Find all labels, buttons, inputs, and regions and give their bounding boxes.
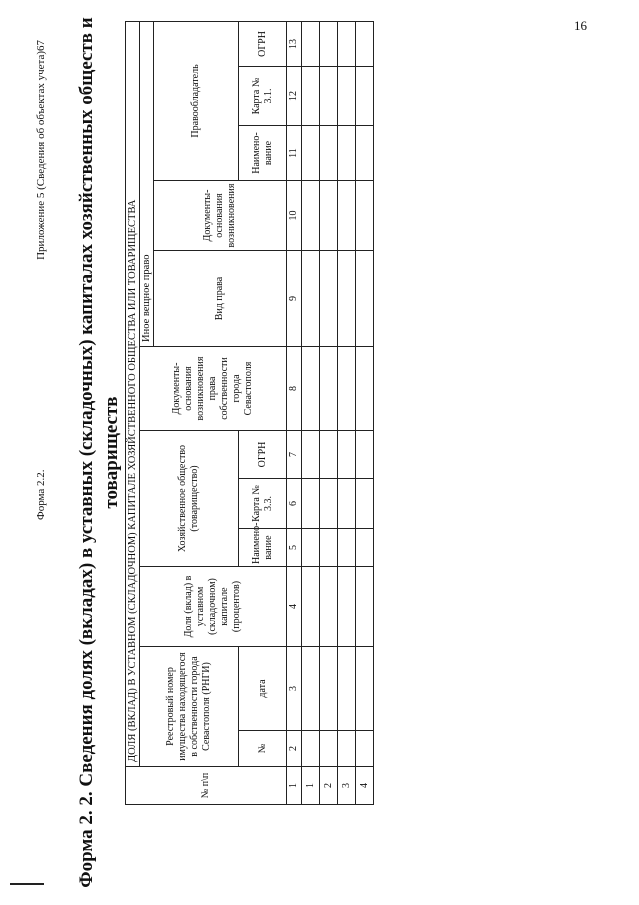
- col-number: 11: [287, 126, 302, 181]
- title-line-1: Форма 2. 2. Сведения долях (вкладах) в уставных (складочных) капиталах хозяйственных обществ и: [76, 17, 97, 888]
- table-cell[interactable]: [320, 647, 338, 731]
- table-cell[interactable]: [356, 126, 374, 181]
- row-number: 2: [320, 767, 338, 805]
- row-number: 3: [338, 767, 356, 805]
- table-cell[interactable]: [320, 567, 338, 647]
- table-cell[interactable]: [320, 431, 338, 479]
- table-cell[interactable]: [338, 347, 356, 431]
- table-cell[interactable]: [302, 181, 320, 251]
- table-cell[interactable]: [302, 347, 320, 431]
- table-cell[interactable]: [320, 67, 338, 126]
- table-cell[interactable]: [320, 126, 338, 181]
- table-cell[interactable]: [338, 529, 356, 567]
- table-cell[interactable]: [338, 21, 356, 66]
- table-cell[interactable]: [320, 529, 338, 567]
- form-label: Форма 2.2.: [35, 469, 47, 520]
- table-cell[interactable]: [302, 126, 320, 181]
- holder-name-header: Наимено-вание: [239, 126, 287, 181]
- col-number: 9: [287, 251, 302, 347]
- table-cell[interactable]: [302, 251, 320, 347]
- right-docs-header: Документы-основания возникновения: [154, 181, 287, 251]
- page-title: [74, 0, 124, 905]
- table-cell[interactable]: [320, 21, 338, 66]
- table-cell[interactable]: [356, 567, 374, 647]
- col-number: 7: [287, 431, 302, 479]
- table-cell[interactable]: [338, 647, 356, 731]
- basis-docs-header: Документы-основания возникновения права собственности города Севастополя: [140, 347, 287, 431]
- col-number: 6: [287, 479, 302, 529]
- holder-ogrn-header: ОГРН: [239, 21, 287, 66]
- table-cell[interactable]: [320, 347, 338, 431]
- table-cell[interactable]: [356, 67, 374, 126]
- company-ogrn-header: ОГРН: [239, 431, 287, 479]
- registry-date-header: дата: [239, 647, 287, 731]
- table-cell[interactable]: [302, 529, 320, 567]
- table-cell[interactable]: [338, 567, 356, 647]
- table-cell[interactable]: [302, 431, 320, 479]
- table-cell[interactable]: [356, 251, 374, 347]
- table-row: [356, 21, 374, 804]
- table-cell[interactable]: [356, 21, 374, 66]
- shares-table: [125, 21, 374, 805]
- table-cell[interactable]: [356, 731, 374, 767]
- table-cell[interactable]: [302, 567, 320, 647]
- band-top: ДОЛЯ (ВКЛАД) В УСТАВНОМ (СКЛАДОЧНОМ) КАПИТАЛЕ ХОЗЯЙСТВЕННОГО ОБЩЕСТВА ИЛИ ТОВАРИЩЕСТВА: [126, 21, 140, 766]
- table-cell[interactable]: [302, 647, 320, 731]
- table-row: [320, 21, 338, 804]
- registry-no-header: №: [239, 731, 287, 767]
- company-header: Хозяйственное общество (товарищество): [140, 431, 239, 567]
- table-cell[interactable]: [338, 479, 356, 529]
- share-header: Доля (вклад) в уставном (складочном) капитале (процентов): [140, 567, 287, 647]
- col-number: 3: [287, 647, 302, 731]
- col-number: 12: [287, 67, 302, 126]
- table-cell[interactable]: [338, 731, 356, 767]
- table-cell[interactable]: [320, 479, 338, 529]
- row-number: 1: [302, 767, 320, 805]
- col-npp-header: № п\п: [126, 767, 287, 805]
- table-cell[interactable]: [356, 479, 374, 529]
- table-cell[interactable]: [320, 181, 338, 251]
- appendix-label: Приложение 5 (Сведения об объектах учета)67: [35, 40, 47, 260]
- table-cell[interactable]: [356, 181, 374, 251]
- table-cell[interactable]: [356, 347, 374, 431]
- table-cell[interactable]: [320, 731, 338, 767]
- col-number: 2: [287, 731, 302, 767]
- company-name-header: Наимено-вание: [239, 529, 287, 567]
- col-number: 4: [287, 567, 302, 647]
- table-cell[interactable]: [338, 126, 356, 181]
- col-number: 1: [287, 767, 302, 805]
- holder-header: Правообладатель: [154, 21, 239, 180]
- table-cell[interactable]: [302, 731, 320, 767]
- col-number: 5: [287, 529, 302, 567]
- table-cell[interactable]: [302, 67, 320, 126]
- table-cell[interactable]: [302, 21, 320, 66]
- table-cell[interactable]: [356, 431, 374, 479]
- table-cell[interactable]: [356, 647, 374, 731]
- title-line-2: товариществ: [101, 396, 122, 509]
- table-cell[interactable]: [338, 67, 356, 126]
- col-number: 10: [287, 181, 302, 251]
- company-card-header: Карта № 3.3.: [239, 479, 287, 529]
- table-cell[interactable]: [338, 431, 356, 479]
- col-number: 13: [287, 21, 302, 66]
- table-cell[interactable]: [320, 251, 338, 347]
- table-row: [338, 21, 356, 804]
- holder-card-header: Карта № 3.1.: [239, 67, 287, 126]
- table-cell[interactable]: [338, 251, 356, 347]
- table-row: [302, 21, 320, 804]
- row-number: 4: [356, 767, 374, 805]
- table-cell[interactable]: [338, 181, 356, 251]
- right-type-header: Вид права: [154, 251, 287, 347]
- table-cell[interactable]: [356, 529, 374, 567]
- column-number-row: [287, 21, 302, 804]
- registry-header: Реестровый номер имущества находящегося в собственности города Севастополя (РНГИ): [140, 647, 239, 767]
- col-number: 8: [287, 347, 302, 431]
- band-right: Иное вещное право: [140, 21, 154, 346]
- page-number: 16: [574, 18, 587, 33]
- footnote-rule: [10, 883, 44, 885]
- table-cell[interactable]: [302, 479, 320, 529]
